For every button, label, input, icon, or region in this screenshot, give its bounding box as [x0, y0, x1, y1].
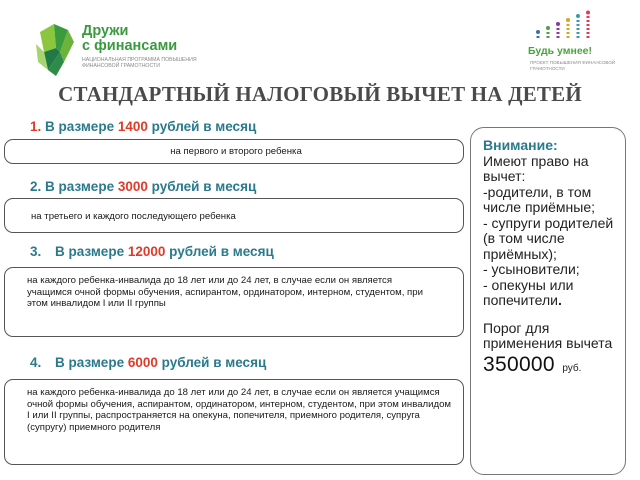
deduction-box-2 — [4, 198, 464, 233]
deduction-amount: 3000 — [117, 179, 148, 194]
attention-panel — [470, 127, 626, 475]
deduction-heading-3 — [30, 244, 274, 259]
deduction-box-3 — [4, 267, 464, 337]
deduction-heading-4 — [30, 355, 266, 370]
logo-leaf-icon — [34, 22, 78, 78]
deduction-box-4 — [4, 379, 464, 465]
deduction-number: 3. — [30, 244, 42, 259]
threshold-unit: руб. — [562, 362, 582, 374]
deduction-number: 1. — [30, 119, 42, 134]
logo-brand-text: Будь умнее! — [528, 45, 593, 57]
page-title: СТАНДАРТНЫЙ НАЛОГОВЫЙ ВЫЧЕТ НА ДЕТЕЙ — [58, 82, 582, 106]
people-chart-icon — [534, 10, 614, 42]
attention-title: Внимание: — [483, 137, 558, 153]
attention-body — [483, 154, 615, 309]
deduction-description: на каждого ребенка-инвалида до 18 лет или до 24 лет, в случае если он является учащимся очной формы обучения, аспирантом, ординатором, интерном, студентом, при этом инвалидом I или II группы, распространяется на опекуна, попечителя, приемного родителя, супруга (супругу) приемного родителя — [27, 387, 452, 433]
logo-bud-umnee — [526, 10, 626, 80]
deduction-suffix: рублей в месяц — [169, 244, 274, 259]
logo-druzhi-s-finansami — [34, 22, 224, 84]
logo-subtitle: НАЦИОНАЛЬНАЯ ПРОГРАММА ПОВЫШЕНИЯ ФИНАНСОВОЙ ГРАМОТНОСТИ — [82, 57, 197, 69]
logo-brand-text — [82, 24, 177, 54]
deduction-suffix: рублей в месяц — [151, 119, 257, 134]
threshold-amount-row — [483, 353, 615, 377]
deduction-description: на первого и второго ребенка — [170, 146, 302, 157]
logo-brand-line2: с финансами — [82, 38, 178, 54]
attention-body-text: Имеют право на вычет: -родители, в том числе приёмные; - супруги родителей (в том числе приёмных); - усыновители; - опекуны или попечители — [483, 152, 614, 308]
deduction-amount: 1400 — [117, 119, 148, 134]
deduction-suffix: рублей в месяц — [161, 355, 267, 370]
deduction-description: на третьего и каждого последующего ребенка — [31, 211, 236, 222]
deduction-amount: 12000 — [127, 244, 166, 259]
logo-brand-line1: Дружи — [82, 23, 129, 39]
logo-subtitle: ПРОЕКТ ПОВЫШЕНИЯ ФИНАНСОВОЙ ГРАМОТНОСТИ — [530, 60, 616, 71]
deduction-heading-1 — [30, 119, 256, 134]
deduction-description: на каждого ребенка-инвалида до 18 лет или до 24 лет, в случае если он является учащимся очной формы обучения, аспирантом, ординатором, интерном, студентом, при этом инвалидом I или II группы — [27, 275, 423, 309]
deduction-amount: 6000 — [127, 355, 158, 370]
threshold-text: Порог для применения вычета — [483, 319, 613, 351]
deduction-number: 2. — [30, 179, 42, 194]
threshold-amount: 350000 — [483, 352, 555, 376]
deduction-prefix: В размере — [45, 179, 115, 194]
deduction-prefix: В размере — [45, 119, 115, 134]
deduction-prefix: В размере — [55, 244, 125, 259]
deduction-heading-2 — [30, 179, 256, 194]
deduction-number: 4. — [30, 355, 42, 370]
deduction-suffix: рублей в месяц — [151, 179, 257, 194]
deduction-box-1 — [4, 139, 464, 164]
attention-body-end: . — [557, 292, 562, 308]
deduction-prefix: В размере — [55, 355, 125, 370]
